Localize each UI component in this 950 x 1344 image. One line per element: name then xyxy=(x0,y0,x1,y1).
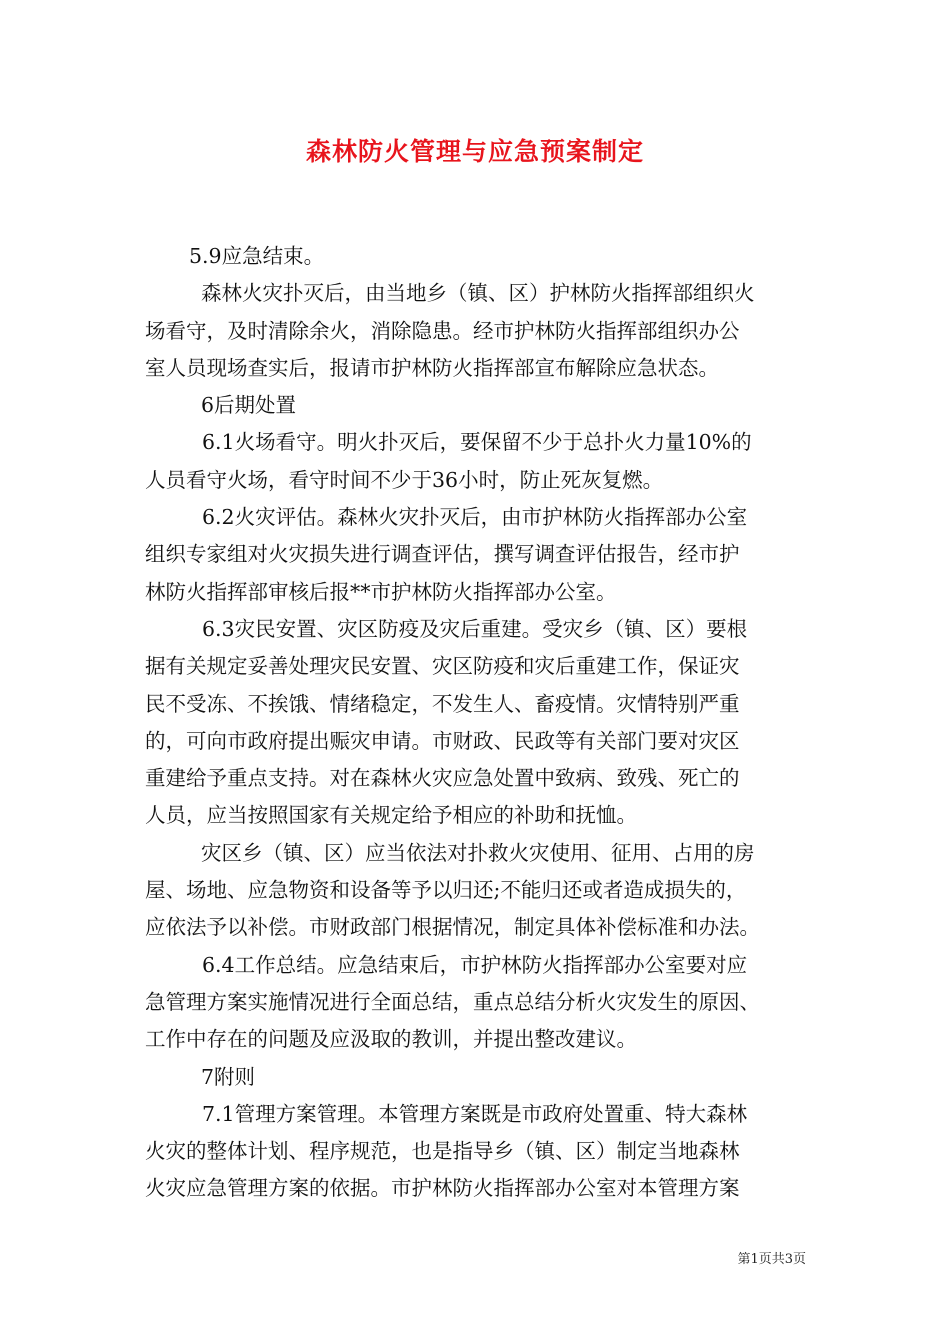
text-line: 森林火灾扑灭后，由当地乡（镇、区）护林防火指挥部组织火 xyxy=(201,281,755,306)
document-title: 森林防火管理与应急预案制定 xyxy=(305,137,644,166)
text-line: 急管理方案实施情况进行全面总结，重点总结分析火灾发生的原因、 xyxy=(145,989,760,1014)
text-line: 6.2火灾评估。森林火灾扑灭后，由市护林防火指挥部办公室 xyxy=(202,505,748,530)
text-line: 民不受冻、不挨饿、情绪稳定，不发生人、畜疫情。灾情特别严重 xyxy=(145,691,740,716)
text-line: 6后期处置 xyxy=(201,393,297,418)
text-line: 5.9应急结束。 xyxy=(189,244,325,268)
text-line: 的，可向市政府提出赈灾申请。市财政、民政等有关部门要对灾区 xyxy=(145,728,740,753)
text-line: 组织专家组对火灾损失进行调查评估，撰写调查评估报告，经市护 xyxy=(145,542,740,567)
text-line: 7附则 xyxy=(201,1064,256,1089)
text-line: 重建给予重点支持。对在森林火灾应急处置中致病、致残、死亡的 xyxy=(145,766,740,791)
text-line: 人员看守火场，看守时间不少于36小时，防止死灰复燃。 xyxy=(145,467,664,492)
text-line: 6.1火场看守。明火扑灭后，要保留不少于总扑火力量10%的 xyxy=(202,430,752,455)
page-number: 第1页共3页 xyxy=(737,1252,806,1267)
text-line: 据有关规定妥善处理灾民安置、灾区防疫和灾后重建工作，保证灾 xyxy=(145,654,740,679)
text-line: 7.1管理方案管理。本管理方案既是市政府处置重、特大森林 xyxy=(202,1101,748,1126)
text-line: 林防火指挥部审核后报**市护林防火指挥部办公室。 xyxy=(145,579,617,604)
text-line: 室人员现场查实后，报请市护林防火指挥部宣布解除应急状态。 xyxy=(145,355,719,380)
text-line: 工作中存在的问题及应汲取的教训，并提出整改建议。 xyxy=(145,1027,637,1052)
text-line: 应依法予以补偿。市财政部门根据情况，制定具体补偿标准和办法。 xyxy=(145,915,760,940)
text-line: 6.4工作总结。应急结束后，市护林防火指挥部办公室要对应 xyxy=(202,952,748,977)
text-line: 灾区乡（镇、区）应当依法对扑救火灾使用、征用、占用的房 xyxy=(201,840,755,865)
text-line: 火灾的整体计划、程序规范，也是指导乡（镇、区）制定当地森林 xyxy=(145,1139,740,1164)
text-line: 场看守，及时清除余火，消除隐患。经市护林防火指挥部组织办公 xyxy=(145,318,740,343)
text-line: 人员，应当按照国家有关规定给予相应的补助和抚恤。 xyxy=(145,803,637,828)
document-body xyxy=(145,238,825,1208)
text-line: 6.3灾民安置、灾区防疫及灾后重建。受灾乡（镇、区）要根 xyxy=(202,616,748,641)
text-line: 火灾应急管理方案的依据。市护林防火指挥部办公室对本管理方案 xyxy=(145,1176,740,1201)
text-line: 屋、场地、应急物资和设备等予以归还;不能归还或者造成损失的， xyxy=(145,878,747,903)
